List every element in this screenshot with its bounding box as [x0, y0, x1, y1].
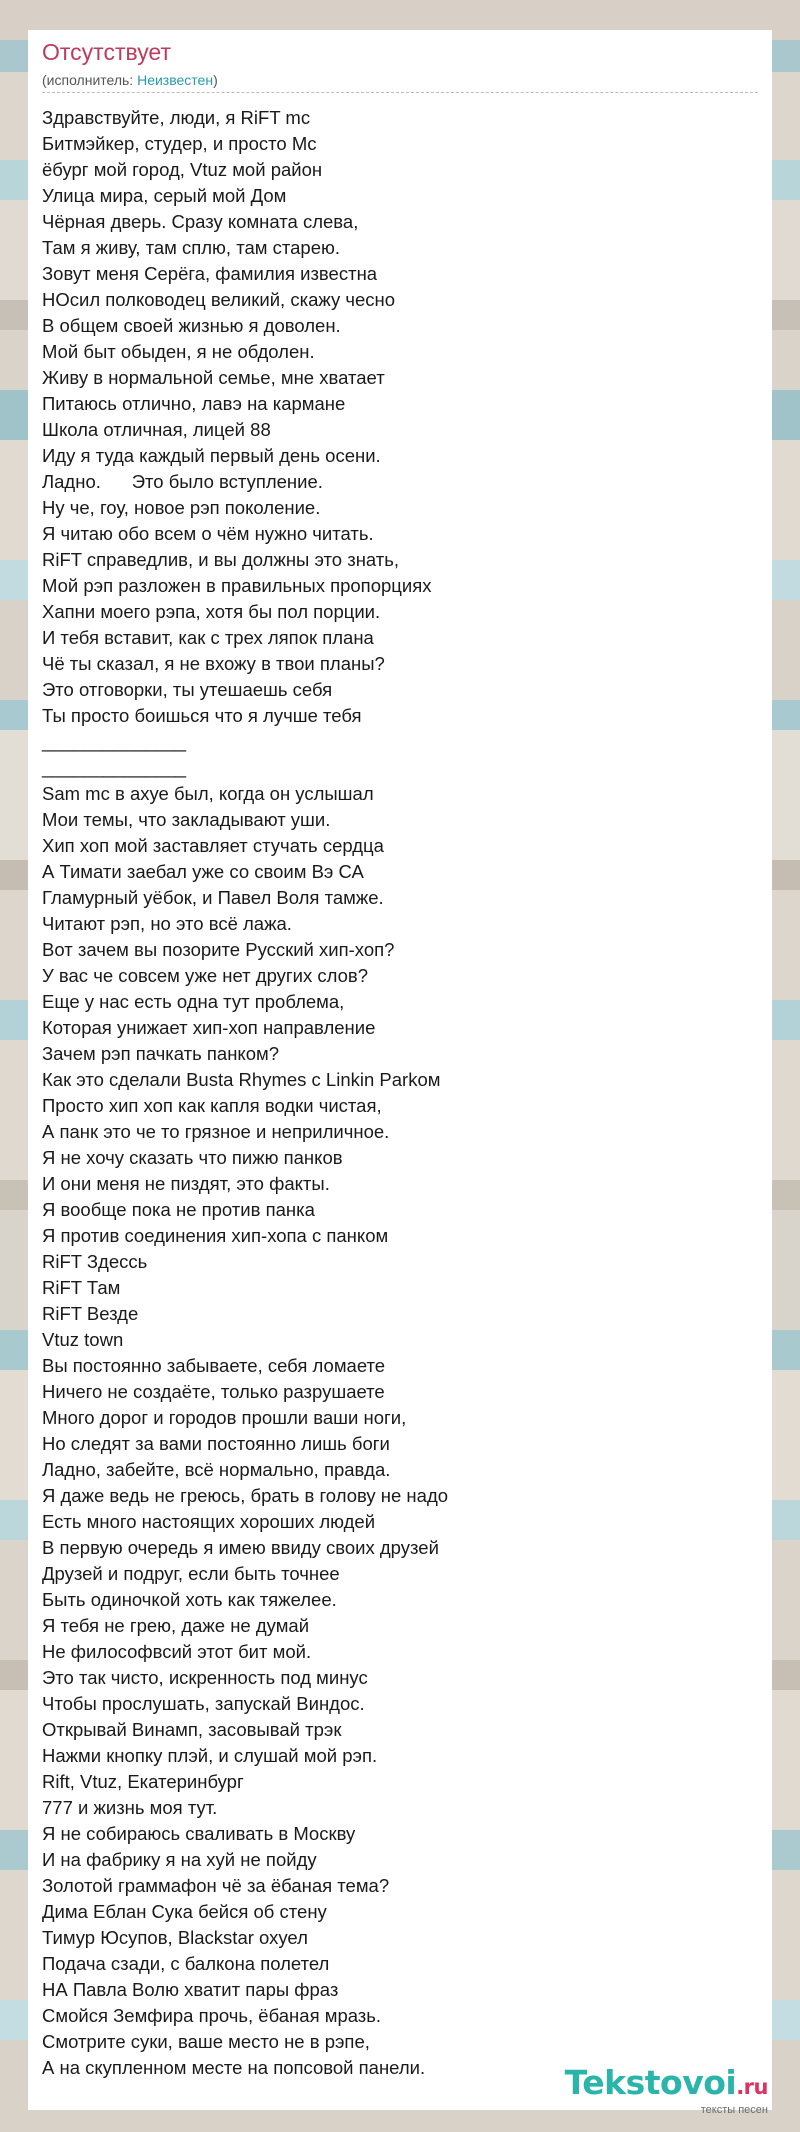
- lyric-line: Я не хочу сказать что пижю панков: [42, 1147, 343, 1168]
- lyric-line: Тимур Юсупов, Blackstar охуел: [42, 1927, 308, 1948]
- lyric-line: Мои темы, что закладывают уши.: [42, 809, 331, 830]
- lyric-line: Это так чисто, искренность под минус: [42, 1667, 368, 1688]
- lyric-line: Зовут меня Серёга, фамилия известна: [42, 263, 378, 284]
- lyric-line: Vtuz town: [42, 1329, 124, 1350]
- lyric-line: Чё ты сказал, я не вхожу в твои планы?: [42, 653, 385, 674]
- lyric-line: НА Павла Волю хватит пары фраз: [42, 1979, 339, 2000]
- song-title: Отсутствует: [42, 39, 171, 65]
- lyric-line: Иду я туда каждый первый день осени.: [42, 445, 381, 466]
- performer-link[interactable]: Неизвестен: [137, 72, 214, 88]
- lyric-line: Живу в нормальной семье, мне хватает: [42, 367, 385, 388]
- lyric-line: Но следят за вами постоянно лишь боги: [42, 1433, 390, 1454]
- lyric-line: В общем своей жизнью я доволен.: [42, 315, 341, 336]
- lyric-line: Друзей и подруг, если быть точнее: [42, 1563, 340, 1584]
- lyric-line: ______________: [42, 757, 187, 778]
- lyric-line: ______________: [42, 731, 187, 752]
- logo-wordmark: [565, 2063, 768, 2107]
- lyric-line: Я против соединения хип-хопа с панком: [42, 1225, 389, 1246]
- lyric-line: Читают рэп, но это всё лажа.: [42, 913, 292, 934]
- lyric-line: Улица мира, серый мой Дом: [42, 185, 287, 206]
- performer-line: [42, 71, 218, 89]
- site-logo[interactable]: [565, 2063, 768, 2121]
- lyric-line: Здравствуйте, люди, я RiFT mc: [42, 107, 311, 128]
- lyric-line: RiFT Там: [42, 1277, 121, 1298]
- lyric-line: Еще у нас есть одна тут проблема,: [42, 991, 345, 1012]
- lyric-line: Хапни моего рэпа, хотя бы пол порции.: [42, 601, 381, 622]
- lyric-line: В первую очередь я имею ввиду своих друзей: [42, 1537, 439, 1558]
- lyric-line: Я даже ведь не греюсь, брать в голову не надо: [42, 1485, 449, 1506]
- lyrics-body: [42, 105, 742, 2081]
- lyric-line: Хип хоп мой заставляет стучать сердца: [42, 835, 384, 856]
- lyric-line: Я читаю обо всем о чём нужно читать.: [42, 523, 374, 544]
- lyric-line: А панк это че то грязное и неприличное.: [42, 1121, 390, 1142]
- lyric-line: У вас че совсем уже нет других слов?: [42, 965, 369, 986]
- lyric-line: Не философвсий этот бит мой.: [42, 1641, 312, 1662]
- lyric-line: Я тебя не грею, даже не думай: [42, 1615, 310, 1636]
- title-divider: [42, 92, 758, 93]
- lyric-line: Гламурный уёбок, и Павел Воля тамже.: [42, 887, 384, 908]
- lyric-line: И они меня не пиздят, это факты.: [42, 1173, 330, 1194]
- lyric-line: Дима Еблан Сука бейся об стену: [42, 1901, 327, 1922]
- lyric-line: Смотрите суки, ваше место не в рэпе,: [42, 2031, 370, 2052]
- lyric-line: А Тимати заебал уже со своим Вэ СА: [42, 861, 364, 882]
- lyric-line: Ладно. Это было вступление.: [42, 471, 323, 492]
- lyric-line: Смойся Земфира прочь, ёбаная мразь.: [42, 2005, 382, 2026]
- lyric-line: Быть одиночкой хоть как тяжелее.: [42, 1589, 337, 1610]
- lyric-line: Чтобы прослушать, запускай Виндос.: [42, 1693, 365, 1714]
- logo-tld: .ru: [736, 2075, 768, 2099]
- lyric-line: Это отговорки, ты утешаешь себя: [42, 679, 333, 700]
- lyric-line: Вы постоянно забываете, себя ломаете: [42, 1355, 386, 1376]
- lyric-line: ёбург мой город, Vtuz мой район: [42, 159, 323, 180]
- lyric-line: Чёрная дверь. Сразу комната слева,: [42, 211, 359, 232]
- lyric-line: Зачем рэп пачкать панком?: [42, 1043, 280, 1064]
- lyric-line: Я не собираюсь сваливать в Москву: [42, 1823, 356, 1844]
- lyric-line: И тебя вставит, как с трех ляпок плана: [42, 627, 374, 648]
- logo-word: Tekstovoi: [564, 2063, 737, 2102]
- lyric-line: Есть много настоящих хороших людей: [42, 1511, 376, 1532]
- lyric-line: Ну че, гоу, новое рэп поколение.: [42, 497, 321, 518]
- lyric-line: 777 и жизнь моя тут.: [42, 1797, 218, 1818]
- lyric-line: Ладно, забейте, всё нормально, правда.: [42, 1459, 391, 1480]
- lyric-line: Подача сзади, с балкона полетел: [42, 1953, 330, 1974]
- lyric-line: Я вообще пока не против панка: [42, 1199, 315, 1220]
- lyric-line: Вот зачем вы позорите Русский хип-хоп?: [42, 939, 395, 960]
- lyric-line: Битмэйкер, студер, и просто Mc: [42, 133, 317, 154]
- lyric-line: Золотой граммафон чё за ёбаная тема?: [42, 1875, 390, 1896]
- lyric-line: НОсил полководец великий, скажу чесно: [42, 289, 396, 310]
- lyric-line: И на фабрику я на хуй не пойду: [42, 1849, 317, 1870]
- logo-tagline: тексты песен: [700, 2104, 768, 2116]
- lyric-line: RiFT справедлив, и вы должны это знать,: [42, 549, 400, 570]
- lyric-line: Мой быт обыден, я не обдолен.: [42, 341, 315, 362]
- lyric-line: RiFT Везде: [42, 1303, 139, 1324]
- lyric-line: Открывай Винамп, засовывай трэк: [42, 1719, 342, 1740]
- lyric-line: Как это сделали Busta Rhymes с Linkin Parkом: [42, 1069, 441, 1090]
- performer-prefix: (исполнитель:: [42, 72, 138, 88]
- lyric-line: Которая унижает хип-хоп направление: [42, 1017, 376, 1038]
- lyric-line: Мой рэп разложен в правильных пропорциях: [42, 575, 432, 596]
- lyric-line: Ты просто боишься что я лучше тебя: [42, 705, 362, 726]
- lyric-line: RiFT Здессь: [42, 1251, 148, 1272]
- lyric-line: Просто хип хоп как капля водки чистая,: [42, 1095, 382, 1116]
- lyric-line: Там я живу, там сплю, там старею.: [42, 237, 341, 258]
- lyric-line: Много дорог и городов прошли ваши ноги,: [42, 1407, 407, 1428]
- lyric-line: Питаюсь отлично, лавэ на кармане: [42, 393, 346, 414]
- lyric-line: А на скупленном месте на попсовой панели.: [42, 2057, 426, 2078]
- lyric-line: Школа отличная, лицей 88: [42, 419, 271, 440]
- performer-suffix: ): [213, 72, 218, 88]
- lyric-line: Нажми кнопку плэй, и слушай мой рэп.: [42, 1745, 378, 1766]
- lyric-line: Sam mc в ахуе был, когда он услышал: [42, 783, 374, 804]
- lyric-line: Ничего не создаёте, только разрушаете: [42, 1381, 385, 1402]
- lyric-line: Rift, Vtuz, Екатеринбург: [42, 1771, 244, 1792]
